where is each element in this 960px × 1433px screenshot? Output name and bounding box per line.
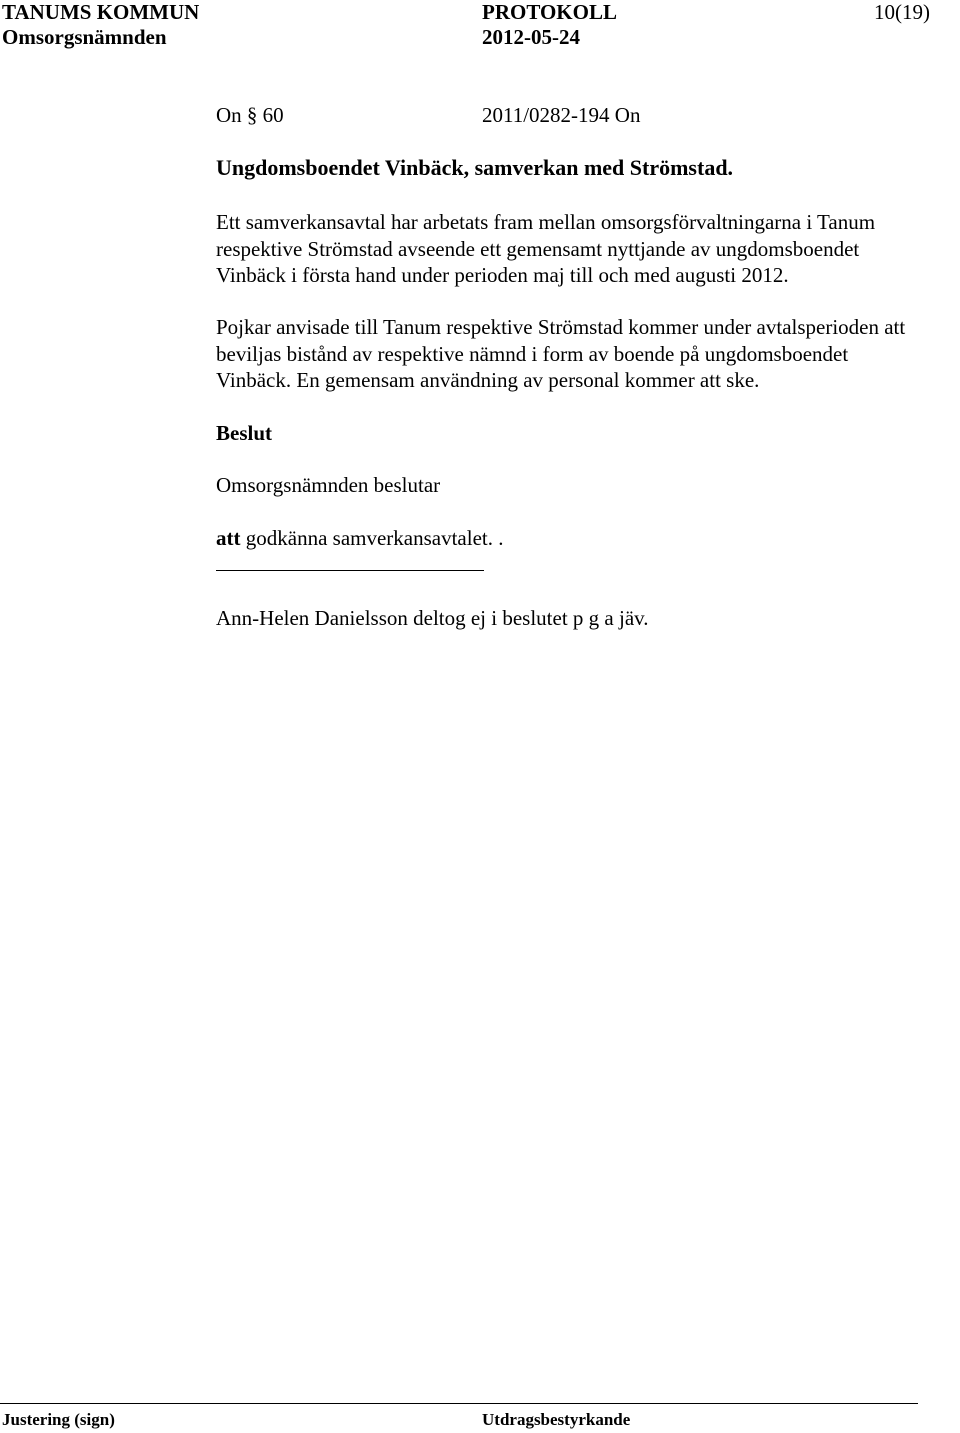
footer-justering: Justering (sign) (2, 1410, 115, 1429)
footer-utdragsbestyrkande: Utdragsbestyrkande (482, 1410, 631, 1429)
paragraph-line: respektive Strömstad avseende ett gemensamt nyttjande av ungdomsboendet (216, 236, 860, 261)
separator-line (216, 570, 484, 571)
body-paragraph-1 (216, 209, 960, 289)
footer-rule (0, 1403, 918, 1404)
decision-heading: Beslut (216, 421, 273, 445)
header-org: TANUMS KOMMUN (2, 0, 200, 24)
decision-clause (216, 525, 504, 552)
disqualification-note: Ann-Helen Danielsson deltog ej i beslutet p g a jäv. (216, 606, 649, 630)
body-paragraph-2 (216, 314, 960, 394)
paragraph-number: On § 60 (216, 103, 284, 127)
paragraph-line: Vinbäck. En gemensam användning av personal kommer att ske. (216, 368, 760, 392)
paragraph-line: Vinbäck i första hand under perioden maj till och med augusti 2012. (216, 263, 789, 287)
header-page-number: 10(19) (874, 0, 930, 24)
header-date: 2012-05-24 (482, 25, 580, 49)
decision-keyword: att (216, 526, 241, 550)
case-number: 2011/0282-194 On (482, 103, 641, 127)
header-doc-type: PROTOKOLL (482, 0, 617, 24)
decision-intro: Omsorgsnämnden beslutar (216, 473, 441, 497)
paragraph-line: Ett samverkansavtal har arbetats fram mellan omsorgsförvaltningarna i Tanum (216, 210, 876, 234)
item-title: Ungdomsboendet Vinbäck, samverkan med Strömstad. (216, 155, 734, 180)
decision-text: godkänna samverkansavtalet. . (240, 526, 504, 550)
paragraph-line: beviljas bistånd av respektive nämnd i form av boende på ungdomsboendet (216, 341, 849, 366)
paragraph-line: Pojkar anvisade till Tanum respektive Strömstad kommer under avtalsperioden att (216, 315, 906, 339)
header-committee: Omsorgsnämnden (2, 25, 167, 49)
